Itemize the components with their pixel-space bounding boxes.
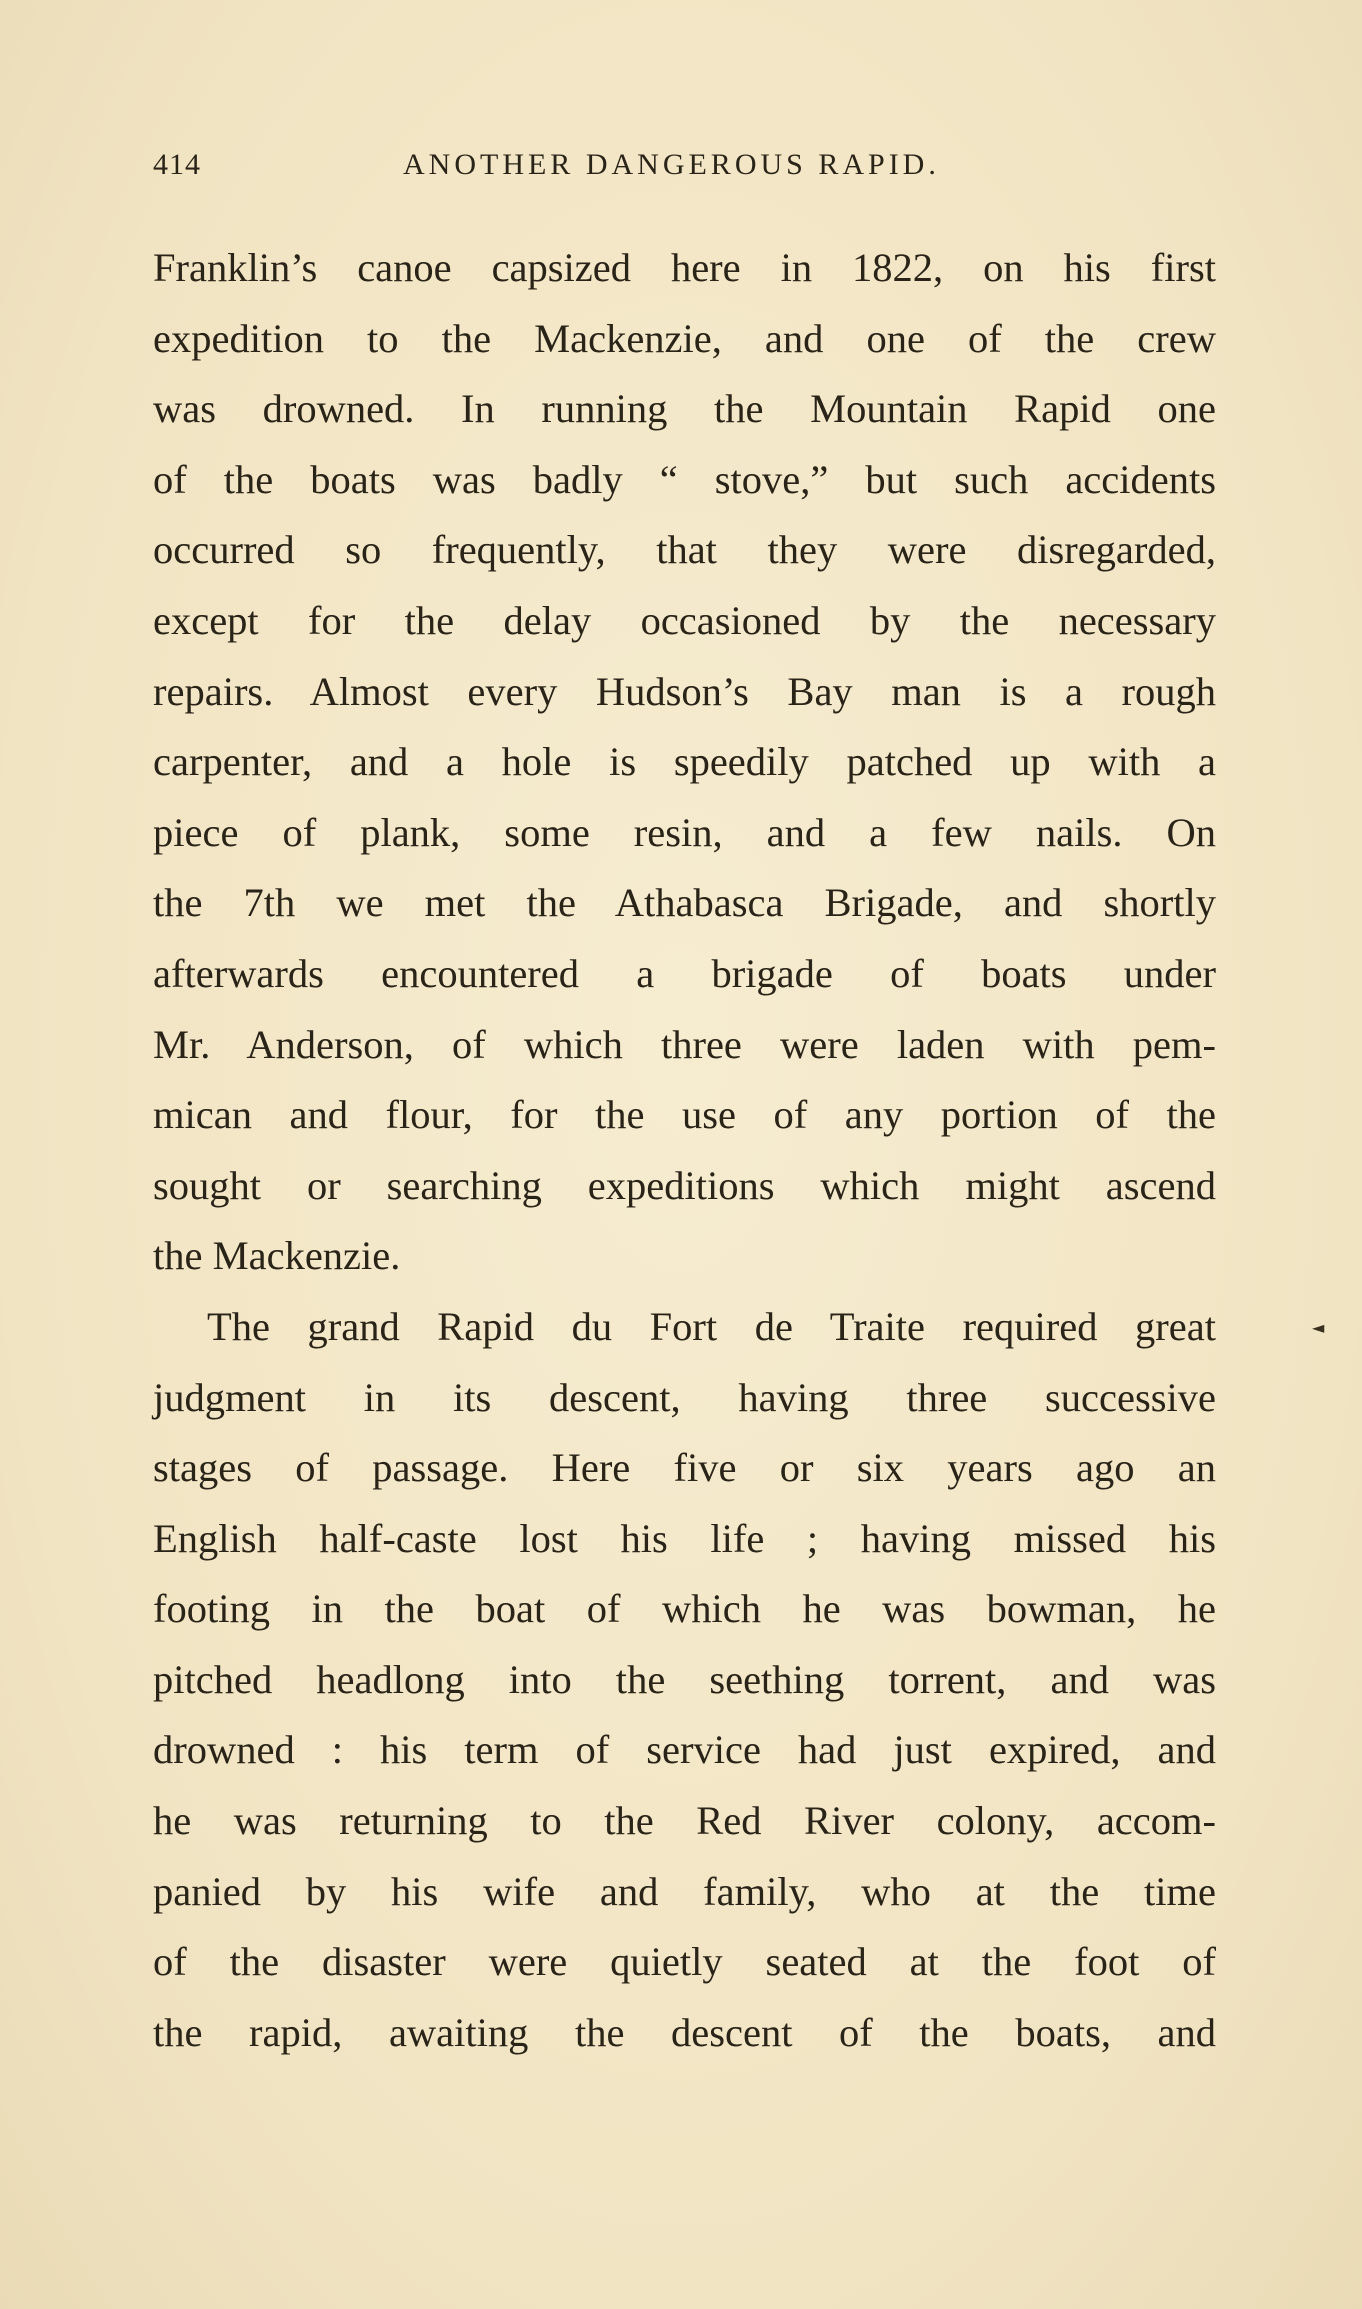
text-line: footing in the boat of which he was bowman, he [153,1586,1216,1632]
text-line: the Mackenzie. [153,1233,401,1279]
text-line: stages of passage. Here five or six years ago an [153,1445,1216,1491]
text-line: sought or searching expeditions which might ascend [153,1162,1216,1208]
running-title: ANOTHER DANGEROUS RAPID. [403,148,940,181]
text-line: expedition to the Mackenzie, and one of the crew [153,315,1216,361]
text-line: of the disaster were quietly seated at the foot of [153,1939,1216,1985]
text-line: drowned : his term of service had just expired, and [153,1727,1216,1773]
page-header [153,148,1216,194]
text-line: repairs. Almost every Hudson’s Bay man is a rough [153,668,1216,714]
text-line: English half-caste lost his life ; having missed his [153,1515,1216,1561]
paragraph-1 [153,233,1216,1292]
text-line: was drowned. In running the Mountain Rapid one [153,386,1216,432]
text-line: mican and flour, for the use of any portion of the [153,1092,1216,1138]
text-line: of the boats was badly “ stove,” but such accidents [153,456,1216,502]
text-line: carpenter, and a hole is speedily patched up with a [153,739,1216,785]
paragraph-2 [153,1292,1216,2069]
text-line: the 7th we met the Athabasca Brigade, and shortly [153,880,1216,926]
margin-mark-icon: ◄ [1312,1318,1325,1337]
text-line: panied by his wife and family, who at the time [153,1868,1216,1914]
text-line: the rapid, awaiting the descent of the boats, and [153,2009,1216,2055]
text-line: Mr. Anderson, of which three were laden with pem- [153,1021,1216,1067]
text-line: pitched headlong into the seething torrent, and was [153,1656,1216,1702]
text-line: Franklin’s canoe capsized here in 1822, on his first [153,245,1216,290]
text-line: except for the delay occasioned by the necessary [153,597,1216,643]
body-text [153,233,1216,2068]
text-line: he was returning to the Red River colony, accom- [153,1798,1216,1844]
text-line: piece of plank, some resin, and a few nails. On [153,809,1216,855]
text-line: afterwards encountered a brigade of boats under [153,950,1216,996]
page-number: 414 [153,148,201,181]
text-line: The grand Rapid du Fort de Traite required great [207,1303,1216,1349]
text-line: judgment in its descent, having three successive [153,1374,1216,1420]
text-line: occurred so frequently, that they were disregarded, [153,527,1216,573]
